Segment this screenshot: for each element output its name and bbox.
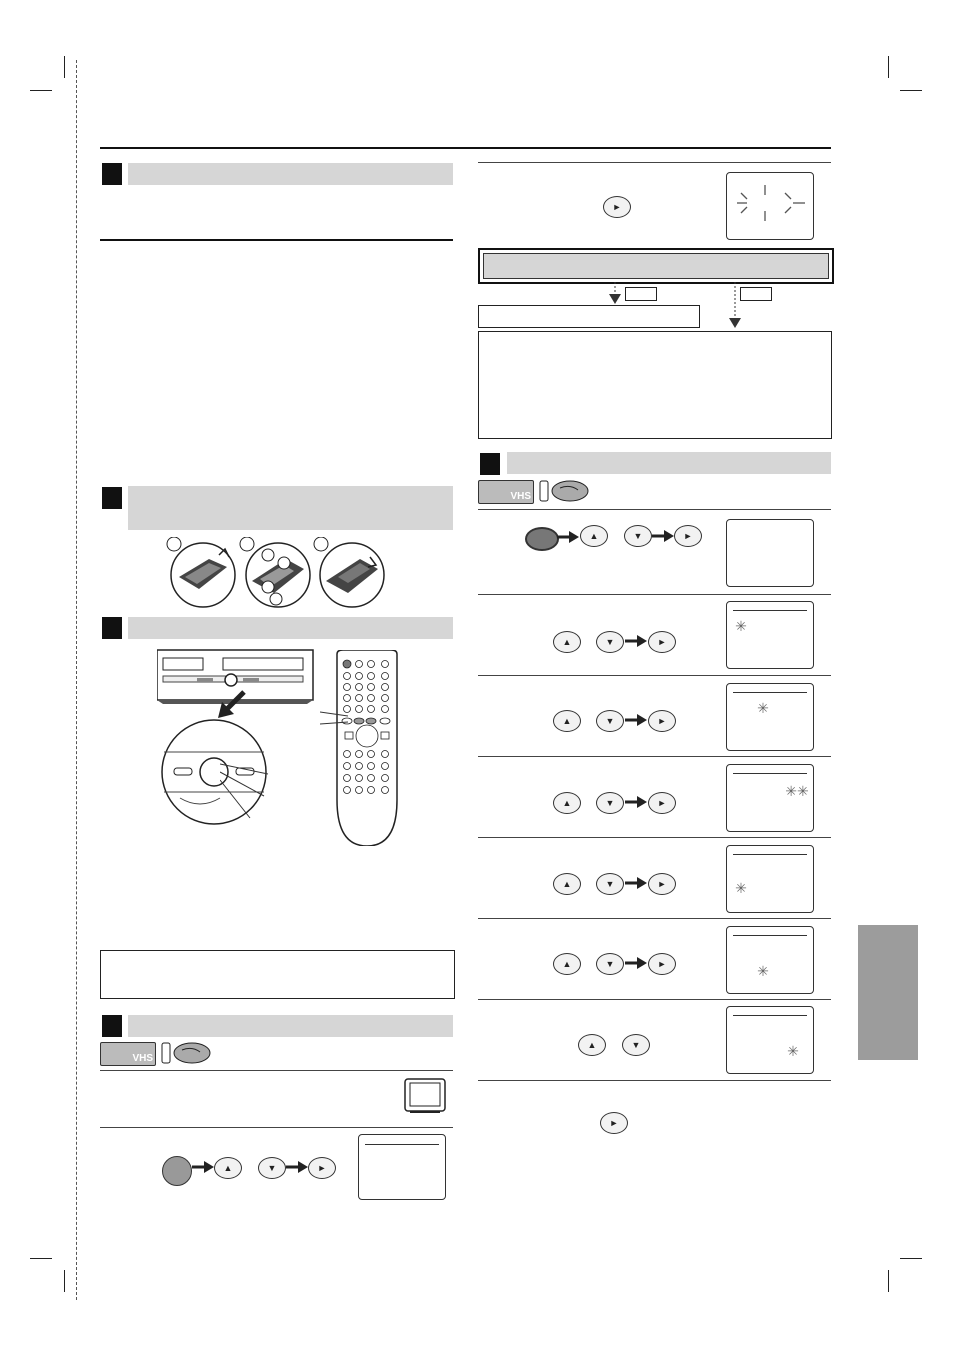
callout-lines — [220, 760, 270, 820]
step-divider — [478, 756, 831, 757]
crop-mark — [30, 90, 52, 91]
up-button[interactable]: ▲ — [553, 710, 581, 732]
play-button[interactable]: ► — [648, 710, 676, 732]
osd-screen — [726, 926, 814, 994]
section-title-bar — [128, 163, 453, 185]
down-button[interactable]: ▼ — [596, 873, 624, 895]
right-arrow-icon — [625, 634, 647, 648]
play-button[interactable]: ► — [648, 792, 676, 814]
crop-mark — [64, 56, 65, 78]
section-number-box — [102, 163, 122, 185]
osd-screen — [726, 845, 814, 913]
remote-hand-icon — [160, 1042, 208, 1064]
battery-step-3 — [312, 537, 388, 609]
result-box-large — [478, 331, 832, 439]
up-button[interactable]: ▲ — [578, 1034, 606, 1056]
osd-screen — [726, 683, 814, 751]
crop-mark — [888, 1270, 889, 1292]
top-divider — [478, 162, 831, 163]
clock-screen — [726, 172, 814, 240]
vhs-label: VHS — [132, 1053, 153, 1064]
down-button[interactable]: ▼ — [596, 953, 624, 975]
right-arrow-icon — [625, 795, 647, 809]
right-arrow-icon — [625, 956, 647, 970]
cut-line — [76, 60, 77, 1300]
blinking-clock-icon — [727, 173, 813, 239]
up-button[interactable]: ▲ — [214, 1157, 242, 1179]
crop-mark — [900, 90, 922, 91]
remote-control — [333, 650, 401, 846]
step-divider — [478, 1080, 831, 1081]
right-arrow-icon — [625, 876, 647, 890]
step-divider — [100, 1070, 453, 1071]
side-tab — [858, 925, 918, 1060]
section-number-box — [102, 617, 122, 639]
battery-step-1 — [165, 537, 237, 609]
up-button[interactable]: ▲ — [553, 873, 581, 895]
osd-screen — [726, 764, 814, 832]
zoom-arrow — [214, 690, 250, 720]
setup-button[interactable] — [162, 1156, 192, 1186]
section-number-box — [480, 453, 500, 475]
up-button[interactable]: ▲ — [553, 953, 581, 975]
step-divider — [478, 918, 831, 919]
osd-screen — [726, 1006, 814, 1074]
remote-hand-icon — [538, 480, 586, 502]
blinking-cursor-icon: ✳ — [787, 1043, 799, 1059]
battery-insert-icon — [238, 537, 314, 609]
vhs-label: VHS — [510, 491, 531, 502]
play-button[interactable]: ► — [648, 631, 676, 653]
right-arrow-icon — [652, 529, 674, 543]
up-button[interactable]: ▲ — [580, 525, 608, 547]
step-divider — [478, 509, 831, 510]
option-label-box — [740, 287, 772, 301]
play-button[interactable]: ► — [674, 525, 702, 547]
right-arrow-icon — [286, 1160, 308, 1174]
tv-screen — [404, 1078, 446, 1116]
blinking-cursor-icon: ✳ — [735, 618, 747, 634]
blinking-cursor-icon: ✳ — [757, 963, 769, 979]
down-button[interactable]: ▼ — [596, 792, 624, 814]
play-button[interactable]: ► — [648, 953, 676, 975]
header-rule — [100, 147, 831, 149]
play-button[interactable]: ► — [600, 1112, 628, 1134]
osd-screen — [726, 519, 814, 587]
play-button[interactable]: ► — [648, 873, 676, 895]
blinking-cursor-icon: ✳ — [757, 700, 769, 716]
section-number-box — [102, 487, 122, 509]
section-number-box — [102, 1015, 122, 1037]
blinking-cursor-icon: ✳ — [735, 880, 747, 896]
section-divider — [100, 239, 453, 241]
osd-screen — [358, 1134, 446, 1200]
remote-callout — [320, 710, 350, 730]
down-button[interactable]: ▼ — [596, 631, 624, 653]
dotted-down-arrow-icon — [607, 282, 623, 306]
section-title-bar — [128, 617, 453, 639]
right-arrow-icon — [557, 530, 579, 544]
section-title-bar — [128, 1015, 453, 1037]
section-title-bar — [507, 452, 831, 474]
crop-mark — [888, 56, 889, 78]
vhs-format-badge — [478, 480, 534, 504]
step-divider — [478, 594, 831, 595]
osd-screen — [726, 601, 814, 669]
blinking-cursor-icon: ✳✳ — [785, 783, 809, 799]
remote-control-icon — [333, 650, 401, 846]
battery-close-icon — [312, 537, 388, 609]
down-button[interactable]: ▼ — [596, 710, 624, 732]
step-divider — [478, 675, 831, 676]
crop-mark — [900, 1258, 922, 1259]
down-left-arrow-icon — [214, 690, 250, 720]
note-box — [100, 950, 455, 999]
up-button[interactable]: ▲ — [553, 792, 581, 814]
step-divider — [100, 1127, 453, 1128]
section-title-bar — [128, 486, 453, 530]
down-button[interactable]: ▼ — [624, 525, 652, 547]
step-divider — [478, 999, 831, 1000]
crop-mark — [30, 1258, 52, 1259]
vhs-format-badge — [100, 1042, 156, 1066]
option-label-box — [625, 287, 657, 301]
battery-cover-icon — [165, 537, 237, 609]
crop-mark — [64, 1270, 65, 1292]
setup-button[interactable] — [525, 527, 559, 551]
dotted-arrow-left — [607, 282, 623, 306]
tv-screen-icon — [404, 1078, 446, 1116]
play-button[interactable]: ► — [603, 196, 631, 218]
notice-bar — [478, 248, 834, 284]
up-button[interactable]: ▲ — [553, 631, 581, 653]
play-button[interactable]: ► — [308, 1157, 336, 1179]
result-box-small — [478, 305, 700, 328]
battery-step-2 — [238, 537, 314, 609]
right-arrow-icon — [625, 713, 647, 727]
step-divider — [478, 837, 831, 838]
right-arrow-icon — [192, 1160, 214, 1174]
down-button[interactable]: ▼ — [258, 1157, 286, 1179]
down-button[interactable]: ▼ — [622, 1034, 650, 1056]
